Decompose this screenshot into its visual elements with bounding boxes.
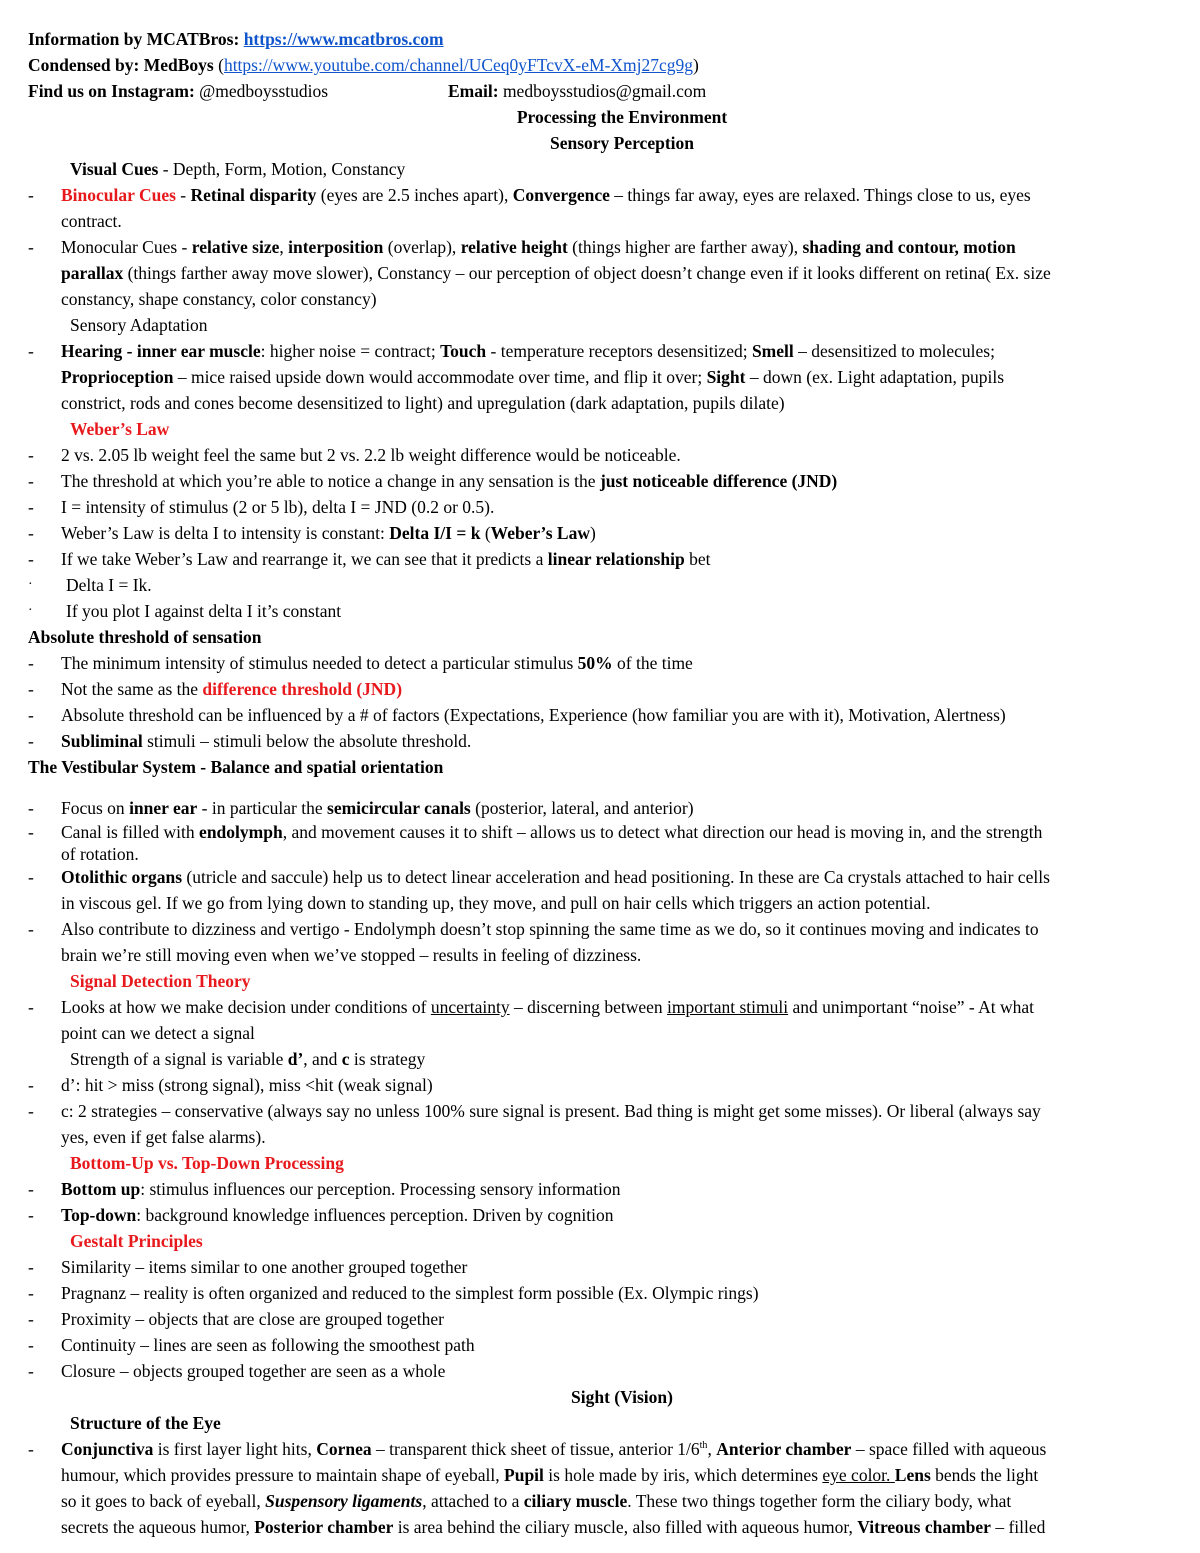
absolute-line-4 (61, 730, 471, 752)
text-run: - in particular the (197, 798, 328, 818)
bullet-dash: - (28, 471, 34, 491)
visual-cues-label: Visual Cues (70, 159, 159, 179)
bullet-dash: - (28, 1179, 34, 1199)
condensed-line (28, 54, 699, 76)
signal-strength-line (70, 1048, 425, 1070)
gestalt-item: Closure – objects grouped together are seen as a whole (61, 1361, 446, 1381)
bullet-dash: - (28, 1439, 34, 1459)
text-run: The threshold at which you’re able to notice a change in any sensation is the (61, 471, 600, 491)
text-run: , and (303, 1049, 342, 1069)
bullet-dash: - (28, 1309, 34, 1329)
text-run: is strategy (349, 1049, 426, 1069)
text-run: – filled (990, 1517, 1046, 1537)
bullet-dash: - (28, 997, 34, 1017)
text-run: so it goes to back of eyeball, (61, 1491, 266, 1511)
bullet-dash: - (28, 1205, 34, 1225)
weber-line-4 (61, 522, 596, 544)
weber-sub-2: If you plot I against delta I it’s constant (66, 601, 342, 621)
important-stimuli: important stimuli (667, 997, 789, 1017)
youtube-link[interactable]: https://www.youtube.com/channel/UCeq0yFTcvX-eM-Xmj27cg9g (223, 55, 694, 75)
instagram-line (28, 80, 328, 102)
text-run: , (954, 237, 964, 257)
bullet-dash: - (28, 1283, 34, 1303)
text-run: (utricle and saccule) help us to detect linear acceleration and head positioning. In these are Ca crystals attached to hair cells (182, 867, 1050, 887)
vestibular-line-2b: of rotation. (61, 844, 139, 864)
gestalt-item: Proximity – objects that are close are grouped together (61, 1309, 444, 1329)
otolithic-organs: Otolithic organs (61, 867, 183, 887)
convergence: Convergence (512, 185, 610, 205)
inner-ear-muscle: inner ear muscle (136, 341, 261, 361)
relative-height: relative height (460, 237, 568, 257)
bullet-dash: - (28, 497, 34, 517)
bullet-dash: - (28, 679, 34, 699)
bullet-dash: - (28, 1075, 34, 1095)
signal-line-2: d’: hit > miss (strong signal), miss <hit (weak signal) (61, 1075, 433, 1095)
gestalt-heading: Gestalt Principles (70, 1231, 203, 1251)
text-run: bet (684, 549, 711, 569)
weber-line-1: 2 vs. 2.05 lb weight feel the same but 2 vs. 2.2 lb weight difference would be noticeable. (61, 445, 681, 465)
text-run: ) (589, 523, 596, 543)
text-run: is hole made by iris, which determines (543, 1465, 823, 1485)
signal-line-3b: yes, even if get false alarms). (61, 1127, 266, 1147)
signal-detection-heading: Signal Detection Theory (70, 971, 251, 991)
binocular-line (61, 184, 1031, 206)
motion: motion (963, 237, 1016, 257)
bullet-dash: - (28, 1335, 34, 1355)
bottom-up: Bottom up (61, 1179, 141, 1199)
hearing: Hearing (61, 341, 123, 361)
text-run: , and movement causes it to shift – allows us to detect what direction our head is moving in, and the strength (282, 822, 1043, 842)
bullet-dash: - (28, 523, 34, 543)
bullet-dash: - (28, 237, 34, 257)
text-run: Not the same as the (61, 679, 203, 699)
linear-relationship: linear relationship (547, 549, 685, 569)
text-run: : stimulus influences our perception. Processing sensory information (140, 1179, 621, 1199)
text-run: , (707, 1439, 717, 1459)
absolute-line-2 (61, 678, 402, 700)
weber-line-3: I = intensity of stimulus (2 or 5 lb), delta I = JND (0.2 or 0.5). (61, 497, 495, 517)
bullet-dash: - (28, 867, 34, 887)
vestibular-line-2 (61, 821, 1042, 843)
mcatbros-link[interactable]: https://www.mcatbros.com (243, 29, 444, 49)
bullet-dash: - (28, 341, 34, 361)
text-run: - (122, 341, 137, 361)
proprioception: Proprioception (61, 367, 174, 387)
text-run: , (279, 237, 289, 257)
text-run: – mice raised upside down would accommodate over time, and flip it over; (173, 367, 707, 387)
gestalt-item: Continuity – lines are seen as following the smoothest path (61, 1335, 475, 1355)
text-run: – things far away, eyes are relaxed. Things close to us, eyes (609, 185, 1031, 205)
vestibular-line-4b: brain we’re still moving even when we’ve stopped – results in feeling of dizziness. (61, 945, 642, 965)
paren-open: ( (218, 55, 224, 75)
jnd-term: just noticeable difference (JND) (599, 471, 838, 491)
text-run: humour, which provides pressure to maintain shape of eyeball, (61, 1465, 505, 1485)
text-run: – down (ex. Light adaptation, pupils (745, 367, 1005, 387)
text-run: secrets the aqueous humor, (61, 1517, 255, 1537)
absolute-line-1 (61, 652, 693, 674)
bullet-dash: - (28, 798, 34, 818)
monocular-line-3: constancy, shape constancy, color constancy) (61, 289, 377, 309)
bullet-dash: - (28, 919, 34, 939)
instagram-label: Find us on Instagram: (28, 81, 200, 101)
paren-close: ) (693, 55, 699, 75)
bullet-dash: - (28, 1101, 34, 1121)
uncertainty: uncertainty (430, 997, 510, 1017)
title-processing: Processing the Environment (516, 107, 728, 127)
superscript-th: th (699, 1440, 708, 1452)
bullet-dash: - (28, 705, 34, 725)
suspensory-ligaments: Suspensory ligaments (265, 1491, 423, 1511)
visual-cues-rest: - Depth, Form, Motion, Constancy (158, 159, 406, 179)
semicircular-canals: semicircular canals (327, 798, 471, 818)
text-run: Looks at how we make decision under conditions of (61, 997, 431, 1017)
bullet-dash: - (28, 653, 34, 673)
bullet-dot: · (28, 577, 33, 592)
eye-color: eye color. (822, 1465, 891, 1485)
signal-line-1 (61, 996, 1034, 1018)
gestalt-item: Pragnanz – reality is often organized and reduced to the simplest form possible (Ex. Olympic rings) (61, 1283, 759, 1303)
gestalt-item: Similarity – items similar to one another grouped together (61, 1257, 468, 1277)
subliminal: Subliminal (61, 731, 143, 751)
text-run: – discerning between (509, 997, 668, 1017)
visual-cues-heading (70, 158, 405, 180)
ciliary-muscle: ciliary muscle (523, 1491, 628, 1511)
eye-line-1 (61, 1438, 1046, 1460)
c-term: c (341, 1049, 350, 1069)
text-run: Canal is filled with (61, 822, 200, 842)
vestibular-line-3b: in viscous gel. If we go from lying down to standing up, they move, and pull on hair cells which triggers an action potential. (61, 893, 931, 913)
monocular-line (61, 236, 1016, 258)
text-run: is first layer light hits, (153, 1439, 317, 1459)
interposition: interposition (288, 237, 384, 257)
bullet-dash: - (28, 185, 34, 205)
top-down: Top-down (61, 1205, 137, 1225)
text-run: Focus on (61, 798, 130, 818)
webers-law-heading: Weber’s Law (70, 419, 170, 439)
binocular-label: Binocular Cues (61, 185, 176, 205)
eye-line-3 (61, 1490, 1011, 1512)
text-run: . These two things together form the ciliary body, what (627, 1491, 1012, 1511)
info-label: Information by MCATBros: (28, 29, 244, 49)
bullet-dash: - (28, 549, 34, 569)
eye-line-2 (61, 1464, 1038, 1486)
email-value: medboysstudios@gmail.com (502, 81, 707, 101)
email-label: Email: (448, 81, 503, 101)
text-run: - temperature receptors desensitized; (486, 341, 752, 361)
adaptation-line-3: constrict, rods and cones become desensitized to light) and upregulation (dark adaptation, pupils dilate) (61, 393, 785, 413)
processing-heading: Bottom-Up vs. Top-Down Processing (70, 1153, 344, 1173)
text-run: and unimportant “noise” - At what (788, 997, 1034, 1017)
signal-line-3: c: 2 strategies – conservative (always say no unless 100% sure signal is present. Bad thing is might get some misses). Or liberal (always say (61, 1101, 1041, 1121)
smell: Smell (751, 341, 794, 361)
absolute-threshold-heading: Absolute threshold of sensation (28, 627, 262, 647)
cornea: Cornea (316, 1439, 372, 1459)
text-run: is area behind the ciliary muscle, also filled with aqueous humor, (393, 1517, 858, 1537)
vestibular-line-3 (61, 866, 1050, 888)
email-line (448, 80, 706, 102)
eye-structure-heading: Structure of the Eye (70, 1413, 221, 1433)
bullet-dot: · (28, 603, 33, 618)
vitreous-chamber: Vitreous chamber (857, 1517, 991, 1537)
adaptation-line-1 (61, 340, 995, 362)
pupil: Pupil (504, 1465, 544, 1485)
title-sight: Sight (Vision) (571, 1387, 673, 1407)
anterior-chamber: Anterior chamber (716, 1439, 852, 1459)
weber-term: Weber’s Law (490, 523, 590, 543)
text-run: The minimum intensity of stimulus needed to detect a particular stimulus (61, 653, 578, 673)
weber-line-2 (61, 470, 837, 492)
title-sensory-perception: Sensory Perception (549, 133, 695, 153)
text-run: ( (480, 523, 491, 543)
condensed-label: Condensed by: MedBoys (28, 55, 219, 75)
bullet-dash: - (28, 1361, 34, 1381)
text-run: – desensitized to molecules; (793, 341, 995, 361)
text-run: : higher noise = contract; (260, 341, 441, 361)
text-run: - (175, 185, 191, 205)
text-run: bends the light (930, 1465, 1039, 1485)
text-run: Strength of a signal is variable (70, 1049, 288, 1069)
adaptation-line-2 (61, 366, 1004, 388)
text-run: (things farther away move slower), Constancy – our perception of object doesn’t change even if it looks different on retina( Ex. size (123, 263, 1051, 283)
weber-sub-1: Delta I = Ik. (66, 575, 152, 595)
processing-line-2 (61, 1204, 613, 1226)
endolymph: endolymph (199, 822, 283, 842)
posterior-chamber: Posterior chamber (254, 1517, 394, 1537)
parallax: parallax (61, 263, 124, 283)
text-run: , attached to a (422, 1491, 524, 1511)
text-run: stimuli – stimuli below the absolute threshold. (142, 731, 472, 751)
text-run: (things higher are farther away), (567, 237, 803, 257)
weber-formula: Delta I/I = k (389, 523, 481, 543)
text-run: If we take Weber’s Law and rearrange it, we can see that it predicts a (61, 549, 548, 569)
retinal-disparity: Retinal disparity (190, 185, 317, 205)
weber-line-5 (61, 548, 710, 570)
conjunctiva: Conjunctiva (61, 1439, 154, 1459)
relative-size: relative size (191, 237, 280, 257)
shading-contour: shading and contour (802, 237, 955, 257)
signal-line-1b: point can we detect a signal (61, 1023, 255, 1043)
binocular-line-2: contract. (61, 211, 122, 231)
difference-threshold: difference threshold (JND) (202, 679, 403, 699)
processing-line-1 (61, 1178, 620, 1200)
vestibular-heading: The Vestibular System - Balance and spatial orientation (28, 757, 444, 777)
text-run: of the time (612, 653, 693, 673)
text-run: (overlap), (383, 237, 461, 257)
text-run: – transparent thick sheet of tissue, anterior 1/6 (371, 1439, 700, 1459)
inner-ear: inner ear (129, 798, 198, 818)
text-run: (eyes are 2.5 inches apart), (316, 185, 513, 205)
text-run: – space filled with aqueous (851, 1439, 1047, 1459)
monocular-label: Monocular Cues - (61, 237, 192, 257)
fifty-percent: 50% (577, 653, 613, 673)
touch: Touch (440, 341, 487, 361)
text-run: (posterior, lateral, and anterior) (470, 798, 694, 818)
instagram-handle: @medboysstudios (199, 81, 329, 101)
vestibular-line-4: Also contribute to dizziness and vertigo - Endolymph doesn’t stop spinning the same time as we do, so it continues moving and indicates to (61, 919, 1039, 939)
text-run: Weber’s Law is delta I to intensity is constant: (61, 523, 390, 543)
text-run: : background knowledge influences perception. Driven by cognition (136, 1205, 614, 1225)
vestibular-line-1 (61, 797, 694, 819)
eye-line-4 (61, 1516, 1045, 1538)
sensory-adaptation-heading: Sensory Adaptation (70, 315, 208, 335)
lens: Lens (894, 1465, 931, 1485)
sight: Sight (706, 367, 746, 387)
bullet-dash: - (28, 445, 34, 465)
absolute-line-3: Absolute threshold can be influenced by a # of factors (Expectations, Experience (how familiar you are with it), Motivation, Alertness) (61, 705, 1006, 725)
bullet-dash: - (28, 731, 34, 751)
info-line (28, 28, 444, 50)
bullet-dash: - (28, 822, 34, 842)
d-prime: d’ (287, 1049, 304, 1069)
bullet-dash: - (28, 1257, 34, 1277)
monocular-line-2 (61, 262, 1051, 284)
